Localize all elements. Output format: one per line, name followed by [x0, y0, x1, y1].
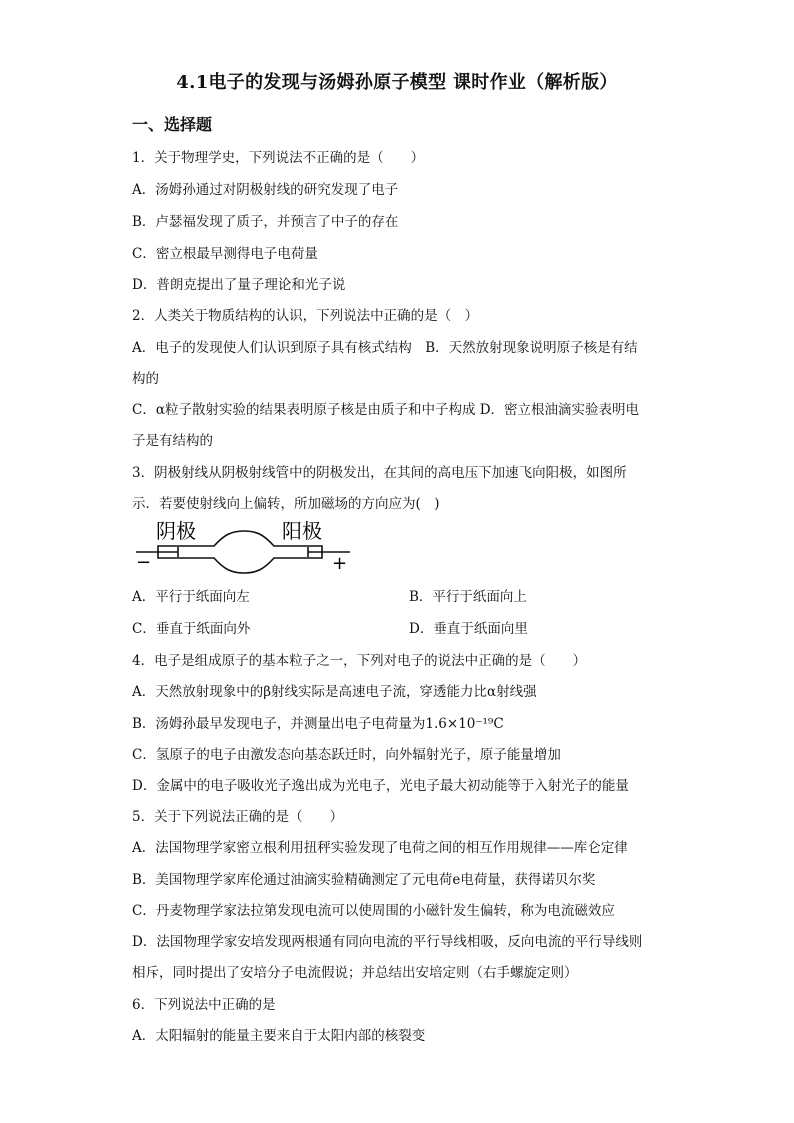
question-2-option-cd: C．α粒子散射实验的结果表明原子核是由质子和中子构成 D．密立根油滴实验表明电 [132, 402, 640, 418]
cathode-label: 阴极 [156, 521, 196, 543]
question-5-option-d-cont: 相斥，同时提出了安培分子电流假说；并总结出安培定则（右手螺旋定则） [132, 965, 578, 981]
minus-sign: − [136, 552, 152, 573]
question-1-option-b: B．卢瑟福发现了质子，并预言了中子的存在 [132, 214, 399, 230]
question-2-option-b-cont: 构的 [132, 371, 159, 387]
question-4-option-a: A．天然放射现象中的β射线实际是高速电子流，穿透能力比α射线强 [132, 684, 537, 700]
question-1-stem: 1．关于物理学史，下列说法不正确的是（ ） [132, 150, 425, 166]
question-3-option-a: A．平行于纸面向左 [132, 589, 250, 605]
question-4-stem: 4．电子是组成原子的基本粒子之一，下列对电子的说法中正确的是（ ） [132, 653, 587, 669]
question-2-option-ab: A．电子的发现使人们认识到原子具有核式结构 B．天然放射现象说明原子核是有结 [132, 340, 638, 356]
anode-label: 阳极 [282, 521, 322, 543]
question-1-option-d: D．普朗克提出了量子理论和光子说 [132, 277, 346, 293]
plus-sign: + [332, 553, 348, 574]
question-5-option-d: D．法国物理学家安培发现两根通有同向电流的平行导线相吸，反向电流的平行导线则 [132, 934, 643, 950]
question-4-option-b: B．汤姆孙最早发现电子，并测量出电子电荷量为1.6×10⁻¹⁹C [132, 716, 504, 732]
question-5-stem: 5．关于下列说法正确的是（ ） [132, 809, 344, 825]
question-3-stem-2: 示．若要使射线向上偏转，所加磁场的方向应为( ) [132, 496, 440, 512]
question-3-option-b: B．平行于纸面向上 [409, 589, 527, 605]
question-5-option-b: B．美国物理学家库伦通过油滴实验精确测定了元电荷e电荷量，获得诺贝尔奖 [132, 872, 596, 888]
question-1-option-c: C．密立根最早测得电子电荷量 [132, 246, 318, 262]
section-heading: 一、选择题 [132, 115, 213, 134]
question-2-option-d-cont: 子是有结构的 [132, 433, 213, 449]
question-5-option-c: C．丹麦物理学家法拉第发现电流可以使周围的小磁针发生偏转，称为电流磁效应 [132, 903, 615, 919]
question-6-stem: 6．下列说法中正确的是 [132, 997, 276, 1013]
question-5-option-a: A．法国物理学家密立根利用扭秤实验发现了电荷之间的相互作用规律——库仑定律 [132, 840, 628, 856]
question-3-option-c: C．垂直于纸面向外 [132, 621, 251, 637]
question-3-stem-1: 3．阴极射线从阴极射线管中的阴极发出，在其间的高电压下加速飞向阳极，如图所 [132, 465, 627, 481]
question-4-option-d: D．金属中的电子吸收光子逸出成为光电子，光电子最大初动能等于入射光子的能量 [132, 778, 629, 794]
question-4-option-c: C．氢原子的电子由激发态向基态跃迁时，向外辐射光子，原子能量增加 [132, 747, 561, 763]
cathode-ray-tube-diagram [136, 515, 356, 577]
question-6-option-a: A．太阳辐射的能量主要来自于太阳内部的核裂变 [132, 1028, 426, 1044]
question-3-option-d: D．垂直于纸面向里 [409, 621, 528, 637]
question-2-stem: 2．人类关于物质结构的认识，下列说法中正确的是（ ） [132, 308, 479, 324]
document-title: 4.1电子的发现与汤姆孙原子模型 课时作业（解析版） [176, 72, 618, 93]
question-1-option-a: A．汤姆孙通过对阴极射线的研究发现了电子 [132, 182, 399, 198]
